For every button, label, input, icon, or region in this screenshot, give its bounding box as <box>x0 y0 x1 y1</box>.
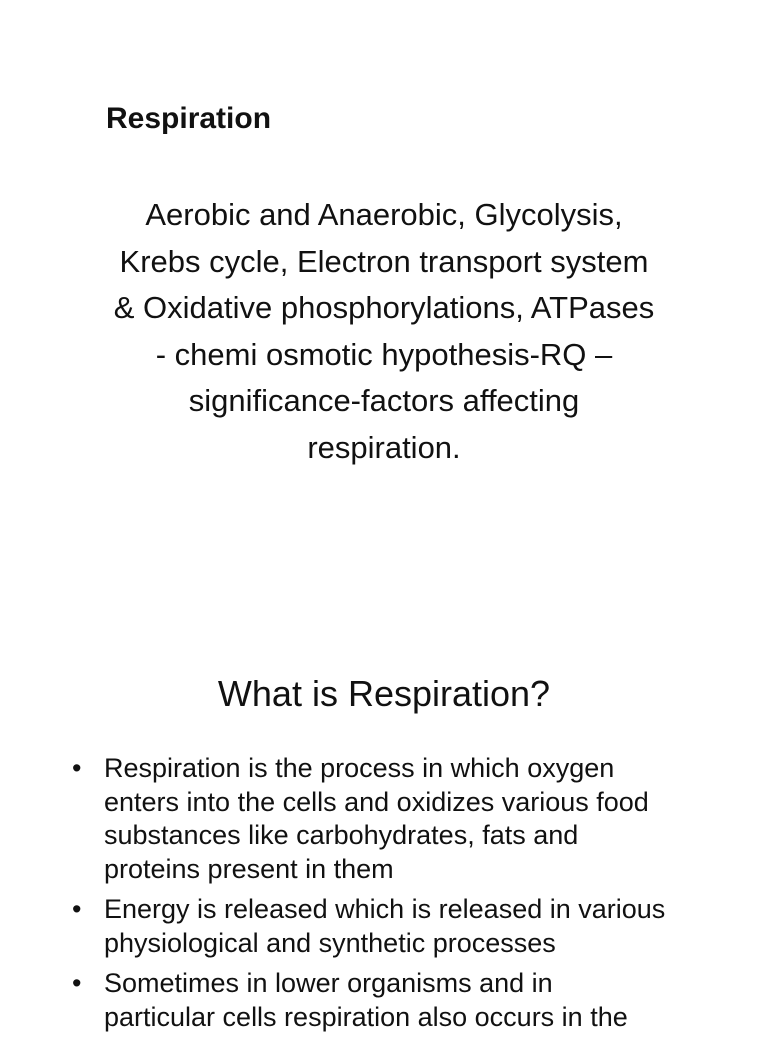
bullet-line: physiological and synthetic processes <box>104 927 556 958</box>
bullet-icon: • <box>72 753 82 783</box>
bullet-item <box>72 893 712 960</box>
bullet-icon: • <box>72 894 82 924</box>
bullet-line: Energy is released which is released in various <box>104 894 666 924</box>
bullet-line: Sometimes in lower organisms and in <box>104 968 553 998</box>
body-line: - chemi osmotic hypothesis-RQ – <box>155 336 613 372</box>
slide-body-text <box>64 192 704 471</box>
bullet-list <box>72 752 712 1041</box>
slide-what-is-respiration <box>0 600 768 1032</box>
bullet-item <box>72 752 712 886</box>
body-line: significance-factors affecting <box>188 383 580 418</box>
bullet-line: particular cells respiration also occurs in the <box>104 1001 628 1032</box>
body-line: Krebs cycle, Electron transport system <box>119 243 649 279</box>
body-line: respiration. <box>307 429 461 465</box>
bullet-line: Respiration is the process in which oxygen <box>104 753 615 783</box>
bullet-line: enters into the cells and oxidizes various food <box>104 786 649 817</box>
bullet-line: proteins present in them <box>104 853 394 884</box>
bullet-icon: • <box>72 968 82 998</box>
bullet-line: substances like carbohydrates, fats and <box>104 820 579 850</box>
body-line: Aerobic and Anaerobic, Glycolysis, <box>145 197 623 232</box>
slide-title: Respiration <box>106 102 272 135</box>
body-line: & Oxidative phosphorylations, ATPases <box>113 290 655 325</box>
slide-title: What is Respiration? <box>217 673 551 714</box>
